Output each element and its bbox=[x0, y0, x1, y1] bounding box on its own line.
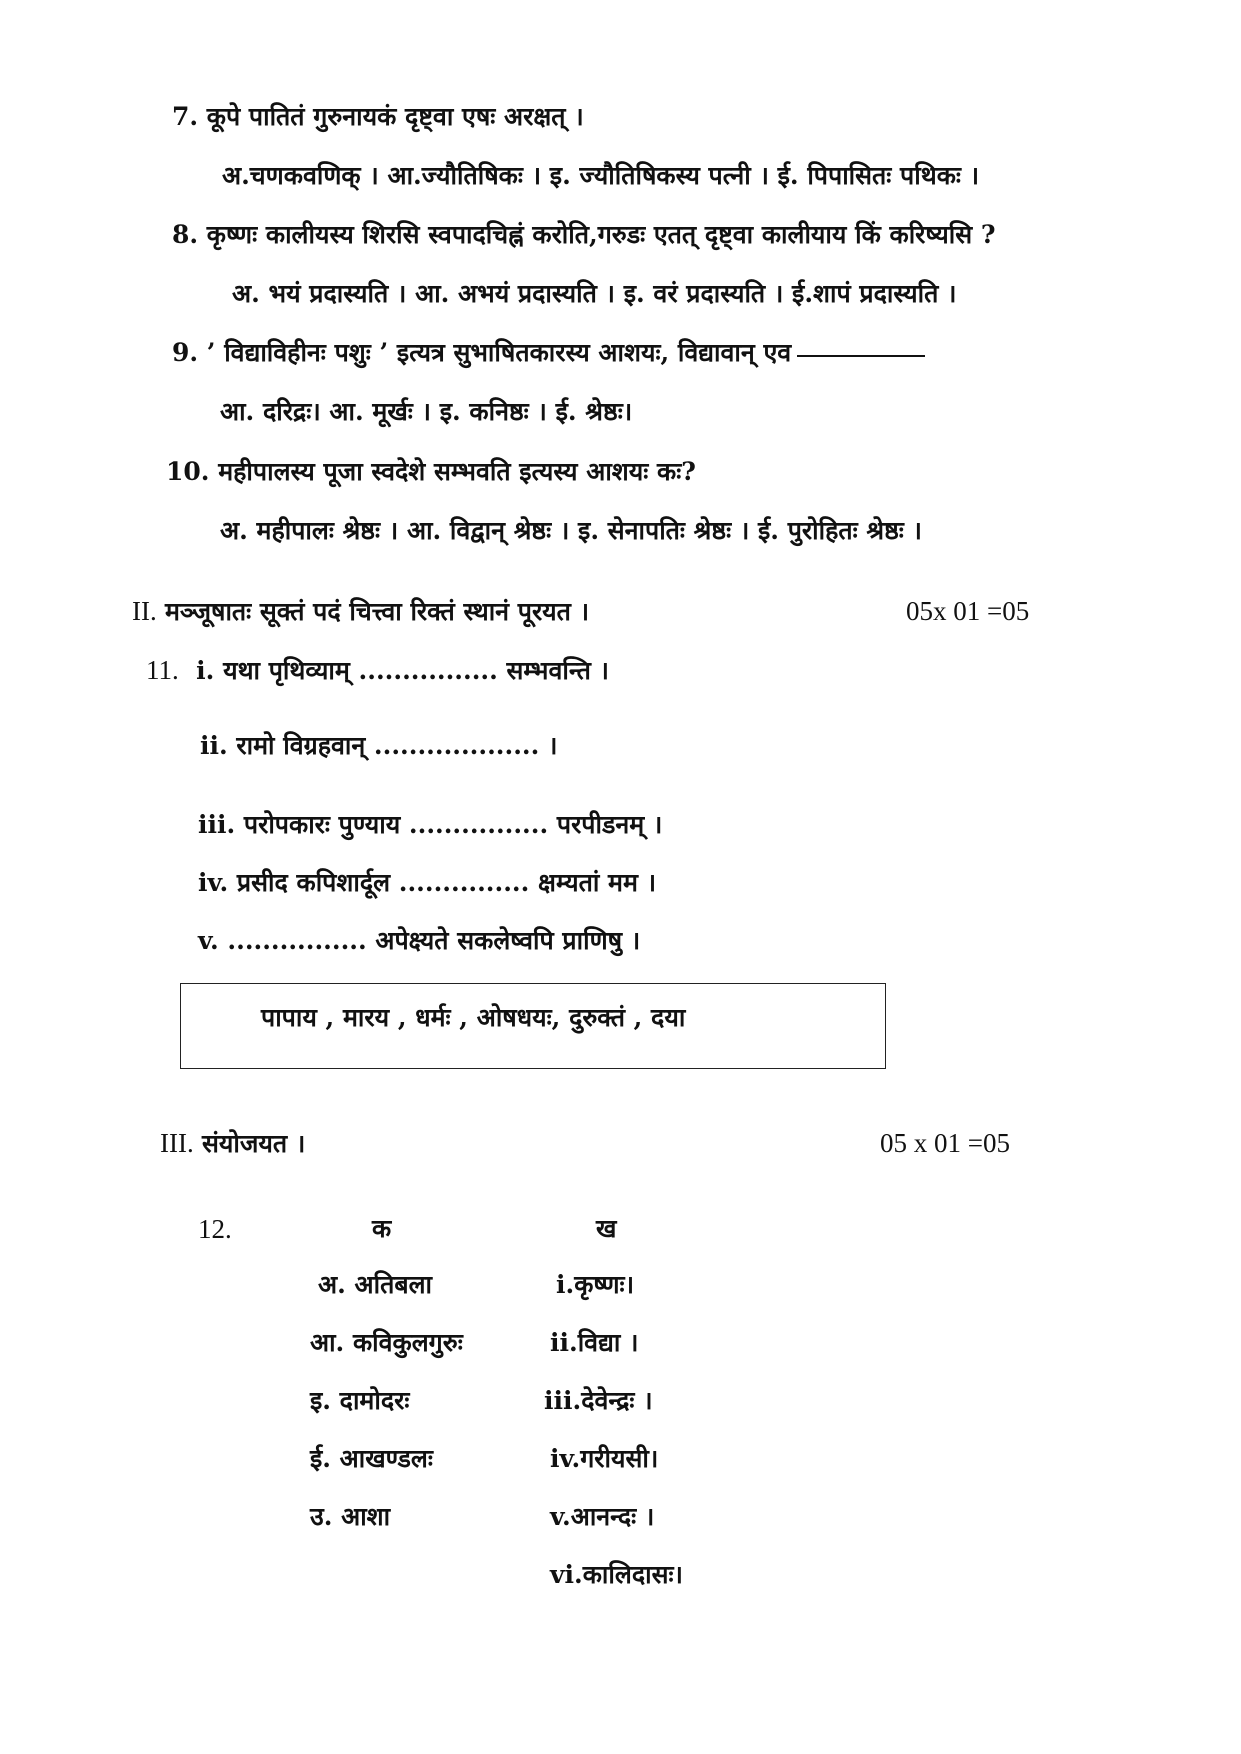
question-8-options: अ. भयं प्रदास्यति । आ. अभयं प्रदास्यति । इ. वरं प्रदास्यति । ई.शापं प्रदास्यति । bbox=[232, 279, 957, 308]
column-a-header: क bbox=[372, 1214, 392, 1243]
section-2-title: मञ्जूषातः सूक्तं पदं चित्त्वा रिक्तं स्थानं पूरयत । bbox=[165, 597, 590, 626]
fill-blank-text: i. यथा पृथिव्याम् ................ सम्भवन्ति । bbox=[196, 656, 609, 685]
question-9-text: 9. ’ विद्याविहीनः पशुः ’ इत्यत्र सुभाषितकारस्य आशयः, विद्यावान् एव bbox=[172, 338, 792, 367]
answer-blank bbox=[797, 355, 925, 357]
fill-blank-item-4: iv. प्रसीद कपिशार्दूल ............... क्षम्यतां मम । bbox=[198, 868, 657, 897]
column-a-item: ई. आखण्डलः bbox=[310, 1444, 433, 1473]
column-b-item: v.आनन्दः । bbox=[550, 1502, 655, 1531]
section-3-heading bbox=[160, 1126, 305, 1161]
question-7-options: अ.चणकवणिक् । आ.ज्यौतिषिकः । इ. ज्यौतिषिकस्य पत्नी । ई. पिपासितः पथिकः । bbox=[222, 161, 980, 190]
column-b-item: iii.देवेन्द्रः । bbox=[544, 1386, 653, 1415]
question-12-number: 12. bbox=[198, 1214, 232, 1244]
question-11-number: 11. bbox=[146, 655, 179, 685]
question-9 bbox=[172, 336, 925, 370]
question-10-options: अ. महीपालः श्रेष्ठः । आ. विद्वान् श्रेष्ठः । इ. सेनापतिः श्रेष्ठः । ई. पुरोहितः श्रेष्ठः । bbox=[220, 516, 923, 545]
column-b-header: ख bbox=[596, 1214, 617, 1243]
section-3-number: III. bbox=[160, 1128, 194, 1158]
question-9-options: आ. दरिद्रः। आ. मूर्खः । इ. कनिष्ठः । ई. श्रेष्ठः। bbox=[220, 397, 633, 426]
word-box-options: पापाय , मारय , धर्मः , ओषधयः, दुरुक्तं , दया bbox=[261, 1003, 686, 1032]
column-b-item: vi.कालिदासः। bbox=[550, 1560, 684, 1589]
fill-blank-item-2: ii. रामो विग्रहवान् ................... । bbox=[200, 731, 558, 760]
section-2-number: II. bbox=[132, 596, 157, 626]
section-2-marks: 05x 01 =05 bbox=[906, 596, 1030, 626]
fill-blank-item-3: iii. परोपकारः पुण्याय ................ परपीडनम् । bbox=[198, 810, 663, 839]
column-a-item: इ. दामोदरः bbox=[310, 1386, 410, 1415]
section-3-title: संयोजयत । bbox=[202, 1129, 306, 1158]
column-a-item: अ. अतिबला bbox=[318, 1270, 433, 1299]
question-10: 10. महीपालस्य पूजा स्वदेशे सम्भवति इत्यस्य आशयः कः? bbox=[166, 457, 696, 486]
section-3-marks: 05 x 01 =05 bbox=[880, 1128, 1010, 1158]
column-a-item: आ. कविकुलगुरुः bbox=[310, 1328, 463, 1357]
word-box bbox=[180, 983, 886, 1069]
column-a-item: उ. आशा bbox=[310, 1502, 391, 1531]
fill-blank-item-1 bbox=[146, 653, 609, 688]
question-8: 8. कृष्णः कालीयस्य शिरसि स्वपादचिह्नं करोति,गरुडः एतत् दृष्ट्वा कालीयाय किं करिष्यसि ? bbox=[172, 220, 996, 249]
column-b-item: ii.विद्या । bbox=[550, 1328, 639, 1357]
fill-blank-item-5: v. ................ अपेक्ष्यते सकलेष्वपि प्राणिषु । bbox=[198, 926, 641, 955]
section-2-heading bbox=[132, 594, 589, 629]
column-b-item: iv.गरीयसी। bbox=[550, 1444, 659, 1473]
column-b-item: i.कृष्णः। bbox=[556, 1270, 635, 1299]
question-7: 7. कूपे पातितं गुरुनायकं दृष्ट्वा एषः अरक्षत् । bbox=[172, 102, 584, 131]
